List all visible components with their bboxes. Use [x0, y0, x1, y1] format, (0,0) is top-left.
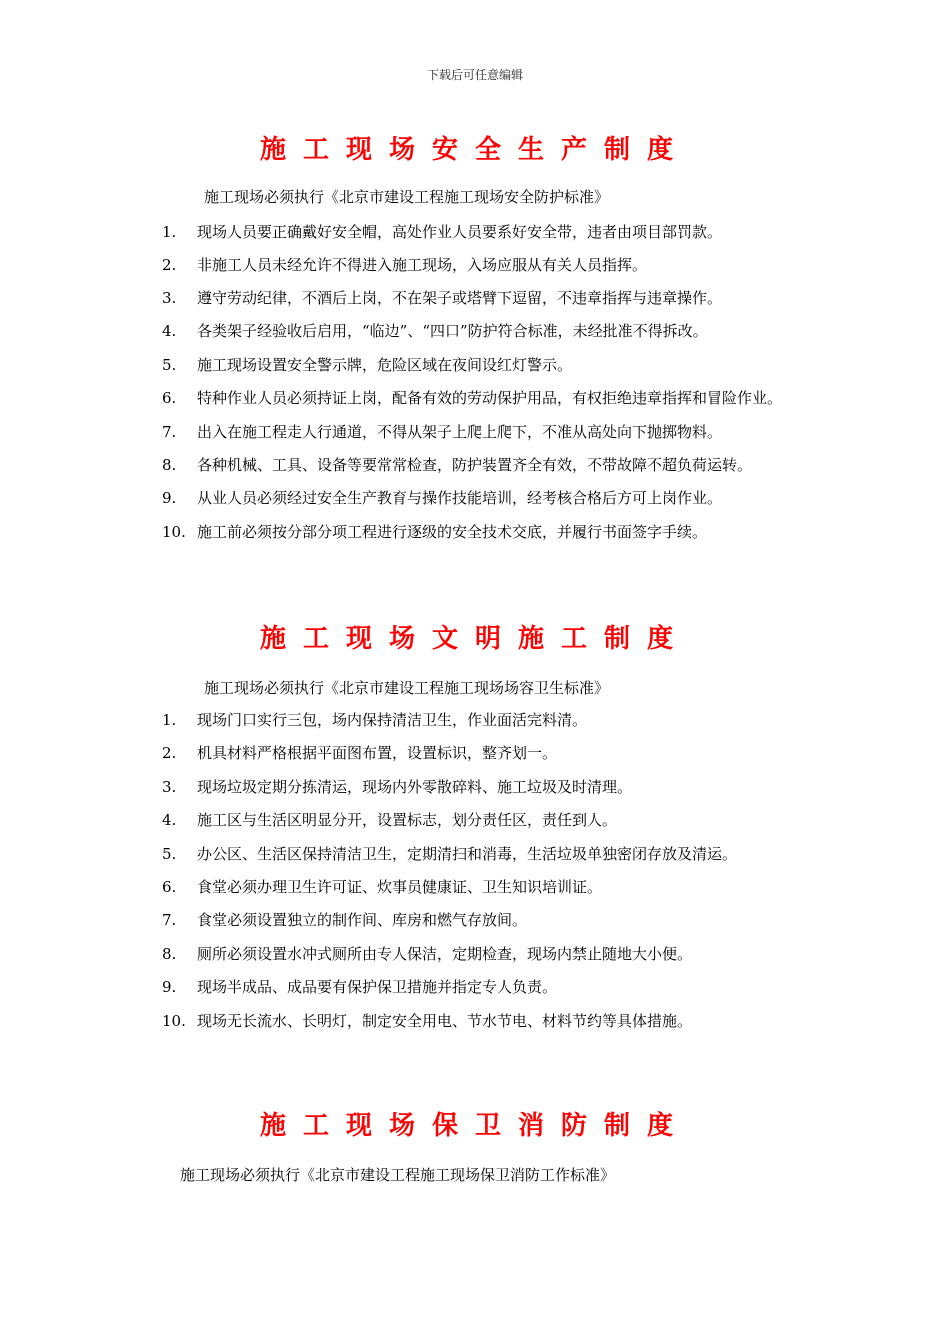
item-number: 3.: [162, 289, 177, 307]
item-text: 出入在施工程走人行通道，不得从架子上爬上爬下，不准从高处向下抛掷物料。: [197, 423, 723, 441]
item-text: 食堂必须办理卫生许可证、炊事员健康证、卫生知识培训证。: [197, 878, 603, 896]
item-number: 5.: [162, 845, 177, 863]
item-number: 5.: [162, 356, 177, 374]
item-number: 4.: [162, 811, 177, 829]
item-number: 10.: [162, 523, 186, 541]
item-text: 施工前必须按分部分项工程进行逐级的安全技术交底，并履行书面签字手续。: [197, 523, 708, 541]
item-text: 现场门口实行三包，场内保持清洁卫生，作业面活完料清。: [197, 711, 588, 729]
item-number: 1.: [162, 711, 177, 729]
item-number: 7.: [162, 423, 177, 441]
item-text: 遵守劳动纪律，不酒后上岗，不在架子或塔臂下逗留，不违章指挥与违章操作。: [197, 289, 723, 307]
section-intro: 施工现场必须执行《北京市建设工程施工现场场容卫生标准》: [204, 679, 610, 697]
item-number: 2.: [162, 744, 177, 762]
item-text: 从业人员必须经过安全生产教育与操作技能培训，经考核合格后方可上岗作业。: [197, 489, 723, 507]
header-note: 下载后可任意编辑: [426, 68, 523, 82]
item-number: 6.: [162, 878, 177, 896]
item-number: 1.: [162, 223, 177, 241]
item-number: 4.: [162, 322, 177, 340]
item-text: 施工区与生活区明显分开，设置标志，划分责任区，责任到人。: [197, 811, 618, 829]
item-text: 办公区、生活区保持清洁卫生，定期清扫和消毒，生活垃圾单独密闭存放及清运。: [197, 845, 738, 863]
item-number: 9.: [162, 489, 177, 507]
section-title: 施工现场文明施工制度: [259, 624, 690, 654]
item-number: 7.: [162, 911, 177, 929]
section-title: 施工现场安全生产制度: [259, 135, 690, 165]
item-text: 各类架子经验收后启用，“临边”、“四口”防护符合标准，未经批准不得拆改。: [197, 322, 708, 340]
item-text: 施工现场设置安全警示牌，危险区域在夜间设红灯警示。: [197, 356, 573, 374]
item-number: 8.: [162, 945, 177, 963]
item-text: 厕所必须设置水冲式厕所由专人保洁，定期检查，现场内禁止随地大小便。: [197, 945, 693, 963]
item-text: 机具材料严格根据平面图布置，设置标识，整齐划一。: [197, 744, 558, 762]
item-number: 2.: [162, 256, 177, 274]
item-number: 6.: [162, 389, 177, 407]
item-text: 特种作业人员必须持证上岗，配备有效的劳动保护用品，有权拒绝违章指挥和冒险作业。: [197, 389, 783, 407]
item-text: 现场人员要正确戴好安全帽，高处作业人员要系好安全带，违者由项目部罚款。: [197, 223, 723, 241]
section-intro: 施工现场必须执行《北京市建设工程施工现场安全防护标准》: [204, 188, 610, 206]
item-number: 9.: [162, 978, 177, 996]
item-number: 3.: [162, 778, 177, 796]
item-text: 现场无长流水、长明灯，制定安全用电、节水节电、材料节约等具体措施。: [197, 1012, 693, 1030]
item-text: 各种机械、工具、设备等要常常检查，防护装置齐全有效，不带故障不超负荷运转。: [197, 456, 753, 474]
section-title: 施工现场保卫消防制度: [259, 1111, 690, 1141]
item-text: 食堂必须设置独立的制作间、库房和燃气存放间。: [197, 911, 528, 929]
item-text: 非施工人员未经允许不得进入施工现场，入场应服从有关人员指挥。: [197, 256, 648, 274]
item-number: 8.: [162, 456, 177, 474]
item-number: 10.: [162, 1012, 186, 1030]
item-text: 现场半成品、成品要有保护保卫措施并指定专人负责。: [197, 978, 558, 996]
item-text: 现场垃圾定期分拣清运，现场内外零散碎料、施工垃圾及时清理。: [197, 778, 633, 796]
section-intro: 施工现场必须执行《北京市建设工程施工现场保卫消防工作标准》: [180, 1166, 616, 1184]
